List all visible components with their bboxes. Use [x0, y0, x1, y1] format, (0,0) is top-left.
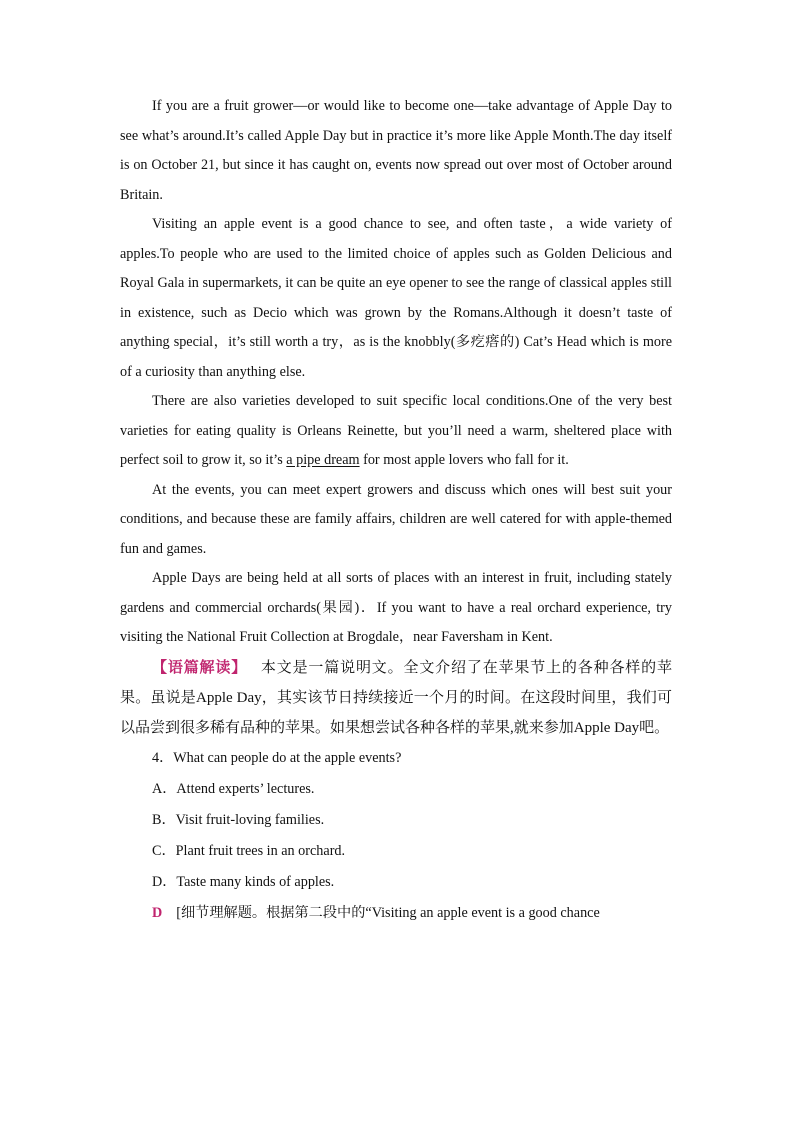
passage-paragraph-3: [120, 387, 672, 476]
document-page: [120, 92, 672, 929]
paragraph-3-text-after: for most apple lovers who fall for it.: [359, 452, 569, 468]
analysis-text: 本文是一篇说明文。全文介绍了在苹果节上的各种各样的苹果。虽说是Apple Day，其实该节日持续接近一个月的时间。在这段时间里，我们可以品尝到很多稀有品种的苹果。如果想尝试各种各样的苹果,就来参加Apple Day吧。: [120, 659, 672, 736]
option-b: B．Visit fruit-loving families.: [152, 811, 325, 828]
answer-explanation: [细节理解题。根据第二段中的“Visiting an apple event is a good chance: [176, 904, 600, 921]
passage-paragraph-5: Apple Days are being held at all sorts of places with an interest in fruit, including stately gardens and commercial orchards(果园)．If you want to have a real orchard experience, try visiting the National Fruit Collection at Brogdale，near Faversham in Kent.: [120, 570, 672, 645]
option-a: A．Attend experts’ lectures.: [152, 780, 315, 797]
answer-letter: D: [152, 904, 163, 921]
passage-paragraph-2: Visiting an apple event is a good chance to see, and often taste，a wide variety of apples.To people who are used to the limited choice of apples such as Golden Delicious and Royal Gala in supermarkets, it can be quite an eye opener to see the range of classical apples still in existence, such as Decio which was grown by the Romans.Although it doesn’t taste of anything special，it’s still worth a try，as is the knobbly(多疙瘩的) Cat’s Head which is more of a curiosity than anything else.: [120, 216, 672, 380]
analysis-tag: 【语篇解读】: [152, 659, 248, 676]
underlined-phrase: a pipe dream: [286, 452, 360, 468]
passage-paragraph-4: At the events, you can meet expert growers and discuss which ones will best suit your conditions, and because these are family affairs, children are well catered for with apple-themed fun and games.: [120, 481, 672, 557]
discourse-analysis: [120, 653, 672, 743]
passage-paragraph-1: If you are a fruit grower—or would like to become one—take advantage of Apple Day to see what’s around.It’s called Apple Day but in practice it’s more like Apple Month.The day itself is on October 21, but since it has caught on, events now spread out over most of October around Britain.: [120, 98, 672, 203]
question-stem: 4．What can people do at the apple events?: [152, 749, 402, 766]
option-c: C．Plant fruit trees in an orchard.: [152, 842, 346, 859]
paragraph-3-text-before: There are also varieties developed to suit specific local conditions.One of the very best varieties for eating quality is Orleans Reinette, but you’ll need a warm, sheltered place with perfect soil to grow it, so it’s: [120, 393, 672, 468]
option-d: D．Taste many kinds of apples.: [152, 873, 335, 890]
answer-line: [120, 898, 672, 929]
